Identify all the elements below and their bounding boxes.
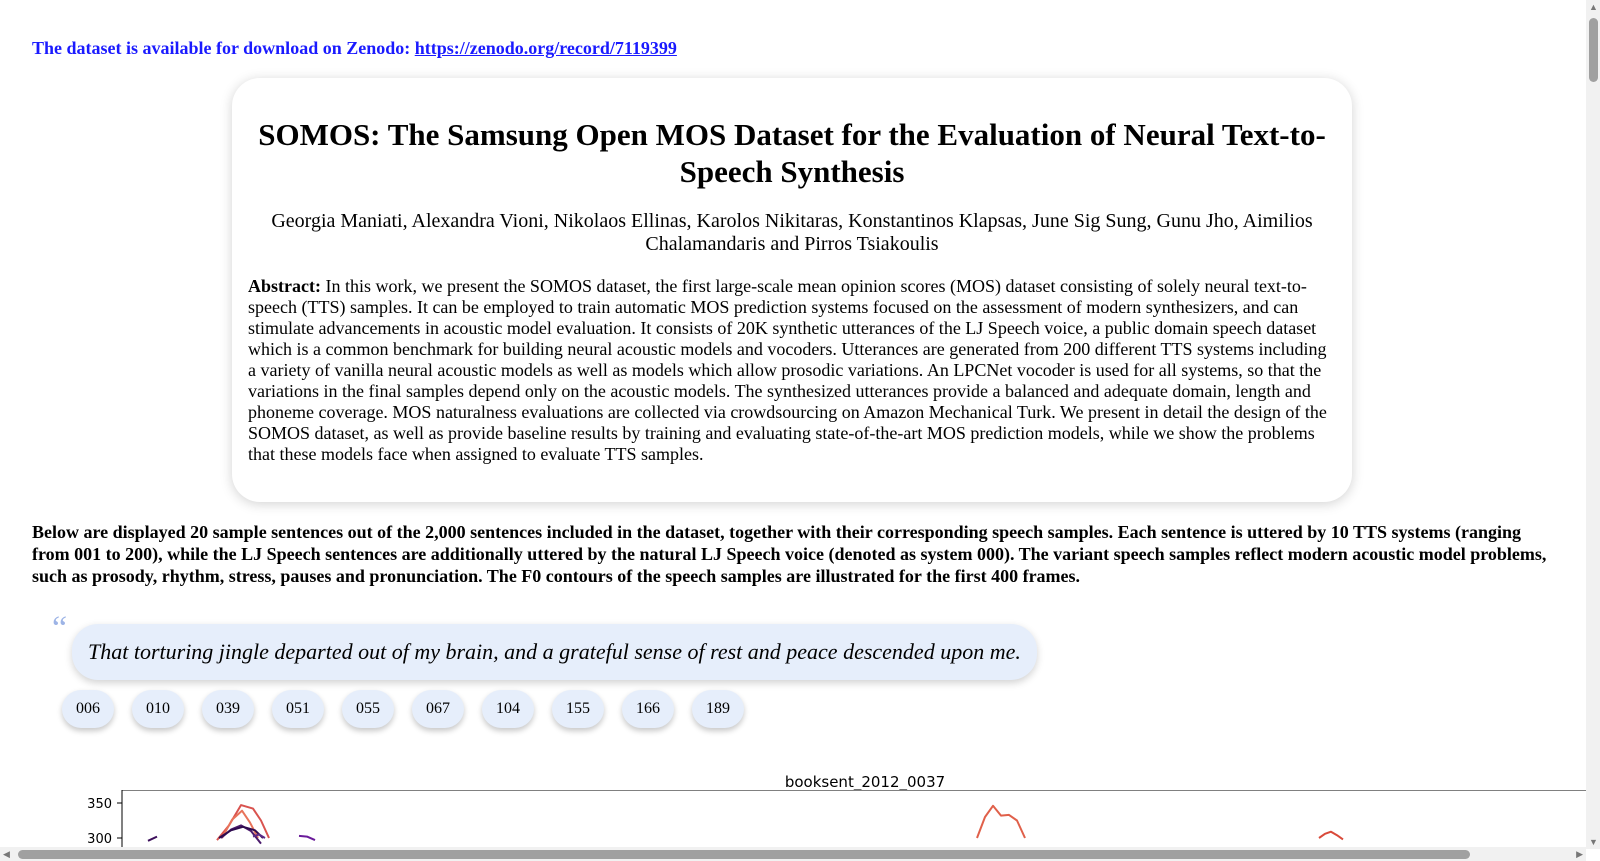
vertical-scroll-thumb[interactable] <box>1589 18 1598 82</box>
abstract-text: In this work, we present the SOMOS dataset, the first large-scale mean opinion scores (MOS) dataset consisting of solely neural text-to-speech (TTS) samples. It can be employed to train automatic MOS prediction systems focused on the assessment of modern synthesizers, and can stimulate advancements in acoustic model evaluation. It consists of 20K synthetic utterances of the LJ Speech voice, a public domain speech dataset which is a common benchmark for building neural acoustic models and vocoders. Utterances are generated from 200 different TTS systems including a variety of vanilla neural acoustic models as well as models which allow prosodic variations. An LPCNet vocoder is used for all systems, so that the variations in the final samples depend only on the acoustic models. The synthesized utterances provide a balanced and adequate domain, length and phoneme coverage. MOS naturalness evaluations are collected via crowdsourcing on Amazon Mechanical Turk. We present in detail the design of the SOMOS dataset, as well as provide baseline results by training and evaluating state-of-the-art MOS prediction models, while we show the problems that these models face when assigned to evaluate TTS samples. <box>248 276 1327 464</box>
system-button-104[interactable]: 104 <box>482 690 534 728</box>
f0-contour-4 <box>253 835 265 839</box>
system-button-067[interactable]: 067 <box>412 690 464 728</box>
samples-intro: Below are displayed 20 sample sentences out of the 2,000 sentences included in the dataset, together with their corresponding speech samples. Each sentence is uttered by 10 TTS systems (ranging from 001 to 200), while the LJ Speech sentences are additionally uttered by the natural LJ Speech voice (denoted as system 000). The variant speech samples reflect modern acoustic model problems, such as prosody, rhythm, stress, pauses and pronunciation. The F0 contours of the speech samples are illustrated for the first 400 frames. <box>32 522 1547 586</box>
scroll-left-arrow-icon[interactable]: ◀ <box>3 849 10 859</box>
system-button-166[interactable]: 166 <box>622 690 674 728</box>
dataset-notice-text: The dataset is available for download on Zenodo: <box>32 38 411 58</box>
zenodo-link[interactable]: https://zenodo.org/record/7119399 <box>414 38 677 58</box>
paper-abstract <box>248 276 1336 465</box>
dataset-notice <box>32 38 677 59</box>
abstract-label: Abstract: <box>248 276 321 296</box>
scroll-up-arrow-icon[interactable]: ▲ <box>1589 2 1598 12</box>
sample-sentence: That torturing jingle departed out of my brain, and a grateful sense of rest and peace descended upon me. <box>72 624 1037 680</box>
system-button-155[interactable]: 155 <box>552 690 604 728</box>
f0-plot-svg <box>0 790 1590 852</box>
f0-plot <box>0 790 1590 852</box>
system-button-051[interactable]: 051 <box>272 690 324 728</box>
system-button-006[interactable]: 006 <box>62 690 114 728</box>
horizontal-scrollbar[interactable] <box>0 847 1586 861</box>
f0-contour-7 <box>977 806 1025 838</box>
y-tick-label-300: 300 <box>87 832 112 847</box>
horizontal-scroll-thumb[interactable] <box>18 850 1470 859</box>
system-button-039[interactable]: 039 <box>202 690 254 728</box>
f0-contour-5 <box>148 837 157 841</box>
paper-authors: Georgia Maniati, Alexandra Vioni, Nikolaos Ellinas, Karolos Nikitaras, Konstantinos Klapsas, June Sig Sung, Gunu Jho, Aimilios Chalamandaris and Pirros Tsiakoulis <box>271 210 1313 255</box>
quote-mark-icon: “ <box>52 610 68 647</box>
paper-card <box>232 78 1352 502</box>
y-tick-label-350: 350 <box>87 797 112 812</box>
plot-title: booksent_2012_0037 <box>784 773 946 791</box>
paper-title: SOMOS: The Samsung Open MOS Dataset for the Evaluation of Neural Text-to-Speech Synthesis <box>258 117 1326 189</box>
system-button-055[interactable]: 055 <box>342 690 394 728</box>
scroll-down-arrow-icon[interactable]: ▼ <box>1589 837 1598 847</box>
system-button-010[interactable]: 010 <box>132 690 184 728</box>
f0-contour-6 <box>299 836 315 840</box>
f0-contour-8 <box>1319 832 1343 840</box>
scroll-right-arrow-icon[interactable]: ▶ <box>1576 849 1583 859</box>
vertical-scrollbar[interactable] <box>1586 0 1600 849</box>
system-button-189[interactable]: 189 <box>692 690 744 728</box>
